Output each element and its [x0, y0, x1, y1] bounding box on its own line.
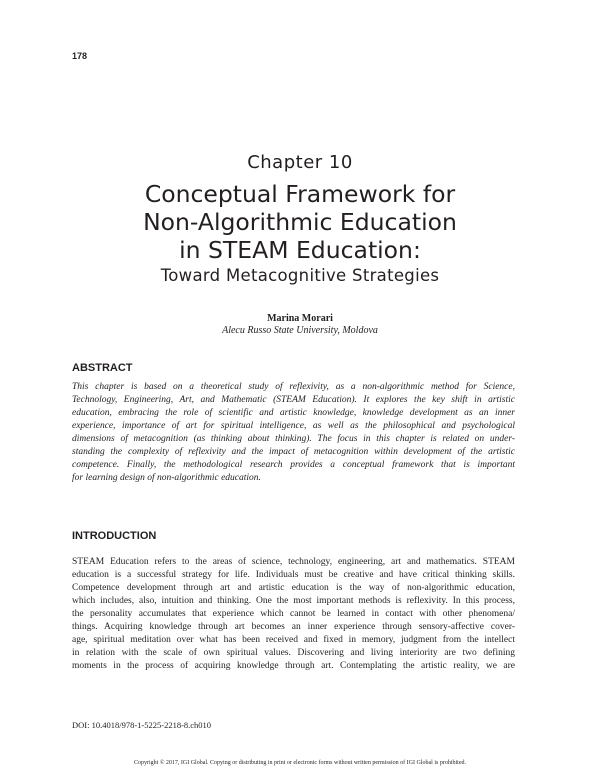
chapter-title-line: in STEAM Education: [179, 236, 421, 264]
introduction-line: which includes, also, intuition and thinking. One the most important methods is reflexivity. In this process, [72, 596, 515, 606]
author-name: Marina Morari [267, 313, 333, 324]
introduction-line: age, spiritual meditation over what has been received and fixed in memory, judgment from the intellect [72, 635, 515, 645]
chapter-subtitle: Toward Metacognitive Strategies [160, 266, 440, 285]
chapter-label: Chapter 10 [247, 152, 353, 173]
abstract-line: standing the complexity of reflexivity and the impact of metacognition within development of the artistic [72, 447, 515, 457]
introduction-line: education is a successful strategy for life. Individuals must be creative and have critical thinking skills. [72, 570, 515, 580]
introduction-line: moments in the process of acquiring knowledge through art. Contemplating the artistic reality, we are [72, 661, 515, 671]
introduction-body [72, 556, 515, 673]
abstract-line: dimensions of metacognition (as thinking about thinking). The focus in this chapter is related on under- [72, 434, 515, 444]
abstract-heading: ABSTRACT [72, 362, 133, 374]
abstract-line: for learning design of non-algorithmic education. [72, 473, 261, 483]
chapter-title-line: Non-Algorithmic Education [143, 208, 457, 236]
abstract-line: experience, importance of art for spiritual intelligence, as well as the philosophical and psychological [72, 421, 515, 431]
abstract-line: This chapter is based on a theoretical study of reflexivity, as a non-algorithmic method for Science, [72, 382, 515, 392]
introduction-line: in relation with the scale of own spiritual values. Discovering and living interiority are two defining [72, 648, 515, 658]
copyright-notice: Copyright © 2017, IGI Global. Copying or distributing in print or electronic forms without written permission of IGI Global is prohibited. [133, 760, 466, 766]
page-number: 178 [72, 51, 88, 61]
introduction-heading: INTRODUCTION [72, 530, 157, 542]
author-affiliation: Alecu Russo State University, Moldova [222, 325, 378, 336]
introduction-line: the personality accumulates that experience which cannot be learned in contact with other phenomena/ [72, 609, 515, 619]
abstract-line: Technology, Engineering, Art, and Mathematic (STEAM Education). It explores the key shift in artistic [72, 395, 515, 405]
doi: DOI: 10.4018/978-1-5225-2218-8.ch010 [72, 720, 212, 730]
chapter-title-line: Conceptual Framework for [144, 180, 456, 208]
introduction-line: STEAM Education refers to the areas of science, technology, engineering, art and mathematics. STEAM [72, 557, 515, 567]
abstract-line: competence. Finally, the methodological research provides a conceptual framework that is important [72, 460, 515, 470]
chapter-title [60, 180, 540, 264]
abstract-line: education, embracing the role of scientific and artistic knowledge, knowledge development as an inner [72, 408, 515, 418]
abstract-body [72, 381, 515, 485]
introduction-line: things. Acquiring knowledge through art becomes an inner experience through sensory-affective cover- [72, 622, 515, 632]
introduction-line: Competence development through art and artistic education is the way of non-algorithmic education, [72, 583, 515, 593]
